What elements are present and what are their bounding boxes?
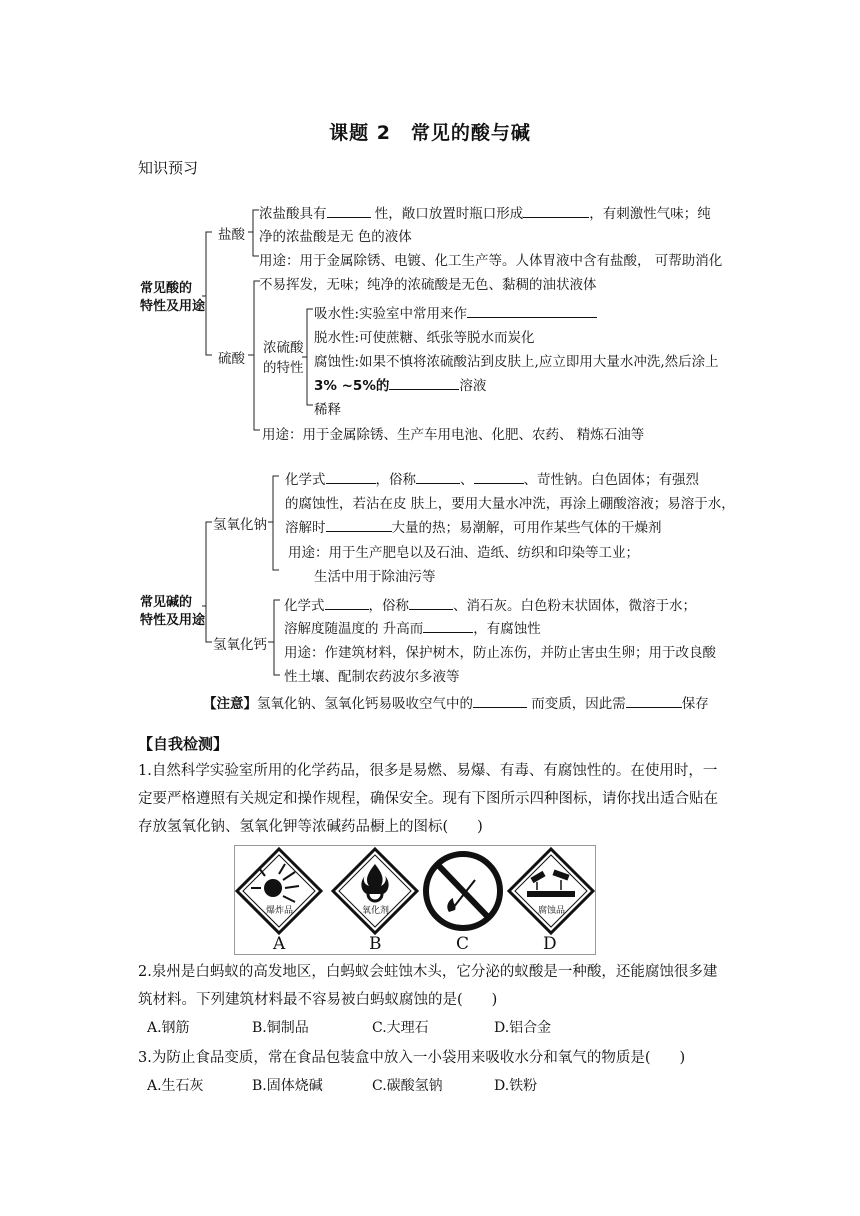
- note-line: 【注意】氢氧化钠、氢氧化钙易吸收空气中的 而变质，因此需 保存: [203, 696, 709, 712]
- absorb-line: 吸水性:实验室中常用来作: [314, 302, 597, 322]
- sign-a-letter: A: [273, 934, 286, 954]
- hazard-signs-figure: [234, 845, 596, 955]
- q2-line1: 2.泉州是白蚂蚁的高发地区，白蚂蚁会蛀蚀木头，它分泌的蚁酸是一种酸，还能腐蚀很多建: [138, 964, 718, 980]
- conc-h2so4-label: [263, 338, 304, 378]
- q1-line3: 存放氢氧化钠、氢氧化钾等浓碱药品橱上的图标( ): [138, 819, 483, 835]
- preview-heading: 知识预习: [138, 159, 199, 177]
- q2-option-b: B.铜制品: [252, 1020, 309, 1036]
- caoh2-line4: 性土壤、配制农药波尔多液等: [284, 669, 460, 685]
- hcl-line2: 净的浓盐酸是无 色的液体: [259, 229, 412, 245]
- naoh-line1: 化学式 ，俗称 、 、苛性钠。白色固体；有强烈: [285, 472, 699, 488]
- self-check-heading: 【自我检测】: [138, 735, 229, 753]
- acids-group-label: [140, 280, 205, 316]
- no-fire-icon: [426, 854, 500, 928]
- q3-option-c: C.碳酸氢钠: [372, 1078, 443, 1094]
- corros-line2: 3% ~5%的 溶液: [314, 378, 487, 394]
- naoh-line5: 生活中用于除油污等: [314, 569, 436, 585]
- q3-option-d: D.铁粉: [494, 1078, 538, 1094]
- q1-line1: 1.自然科学实验室所用的化学药品，很多是易燃、易爆、有毒、有腐蚀性的。在使用时，一: [138, 763, 718, 779]
- oxidizer-icon: [333, 849, 417, 933]
- caoh2-line2: 溶解度随温度的 升高而 ，有腐蚀性: [284, 621, 541, 637]
- naoh-line3: 溶解时 大量的热；易潮解，可用作某些气体的干燥剂: [285, 520, 662, 536]
- caoh2-label: 氢氧化钙: [213, 637, 267, 653]
- acids-group-label-line1: 常见酸的: [140, 281, 193, 296]
- sign-d-text: 腐蚀品: [538, 906, 566, 916]
- q3-line1: 3.为防止食品变质，常在食品包装盒中放入一小袋用来吸收水分和氧气的物质是( ): [138, 1050, 686, 1066]
- caoh2-line1: 化学式 ，俗称 、消石灰。白色粉末状固体，微溶于水；: [284, 598, 696, 614]
- q2-option-c: C.大理石: [372, 1020, 429, 1036]
- sign-b-text: 氧化剂: [362, 906, 390, 916]
- bases-group-label-line2: 特性及用途: [140, 613, 206, 628]
- hcl-label: 盐酸: [218, 227, 245, 243]
- bases-group-label: [140, 594, 205, 630]
- corrosive-icon: [509, 849, 593, 933]
- conc-h2so4-label-line1: 浓硫酸: [263, 340, 304, 356]
- explosive-icon: [237, 849, 321, 933]
- naoh-line2: 的腐蚀性，若沾在皮 肤上，要用大量水冲洗，再涂上硼酸溶液；易溶于水，: [285, 496, 735, 512]
- h2so4-line1: 不易挥发，无味；纯净的浓硫酸是无色、黏稠的油状液体: [259, 277, 597, 293]
- sign-c-letter: C: [456, 934, 470, 954]
- q1-line2: 定要严格遵照有关规定和操作规程，确保安全。现有下图所示四种图标，请你找出适合贴在: [138, 791, 718, 807]
- dilute-line: 稀释: [314, 402, 341, 418]
- hcl-line3: 用途：用于金属除锈、电镀、化工生产等。人体胃液中含有盐酸， 可帮助消化: [259, 253, 723, 269]
- q2-option-a: A.钢筋: [147, 1020, 190, 1036]
- conc-h2so4-label-line2: 的特性: [263, 360, 304, 376]
- h2so4-use: 用途：用于金属除锈、生产车用电池、化肥、农药、 精炼石油等: [262, 427, 645, 443]
- sign-d-letter: D: [543, 934, 557, 954]
- naoh-line4: 用途：用于生产肥皂以及石油、造纸、纺织和印染等工业；: [288, 545, 639, 561]
- q2-option-d: D.铝合金: [494, 1020, 552, 1036]
- hazard-signs-svg: [235, 846, 595, 954]
- sign-b-letter: B: [369, 934, 382, 954]
- page-title: 课题 2 常见的酸与碱: [329, 122, 531, 144]
- acids-group-label-line2: 特性及用途: [140, 299, 206, 314]
- caoh2-line3: 用途：作建筑材料，保护树木，防止冻伤，并防止害虫生卵；用于改良酸: [284, 645, 716, 661]
- sign-a-text: 爆炸品: [266, 906, 294, 916]
- h2so4-label: 硫酸: [218, 351, 245, 367]
- q3-option-a: A.生石灰: [147, 1078, 204, 1094]
- hcl-line1: 浓盐酸具有 性，敞口放置时瓶口形成 ，有刺激性气味；纯: [259, 206, 711, 222]
- q3-option-b: B.固体烧碱: [252, 1078, 323, 1094]
- dehyd-line: 脱水性:可使蔗糖、纸张等脱水而炭化: [314, 330, 535, 346]
- naoh-label: 氢氧化钠: [213, 517, 267, 533]
- bases-group-label-line1: 常见碱的: [140, 595, 193, 610]
- q2-line2: 筑材料。下列建筑材料最不容易被白蚂蚁腐蚀的是( ): [138, 992, 498, 1008]
- corros-line: 腐蚀性:如果不慎将浓硫酸沾到皮肤上,应立即用大量水冲洗,然后涂上: [314, 354, 719, 370]
